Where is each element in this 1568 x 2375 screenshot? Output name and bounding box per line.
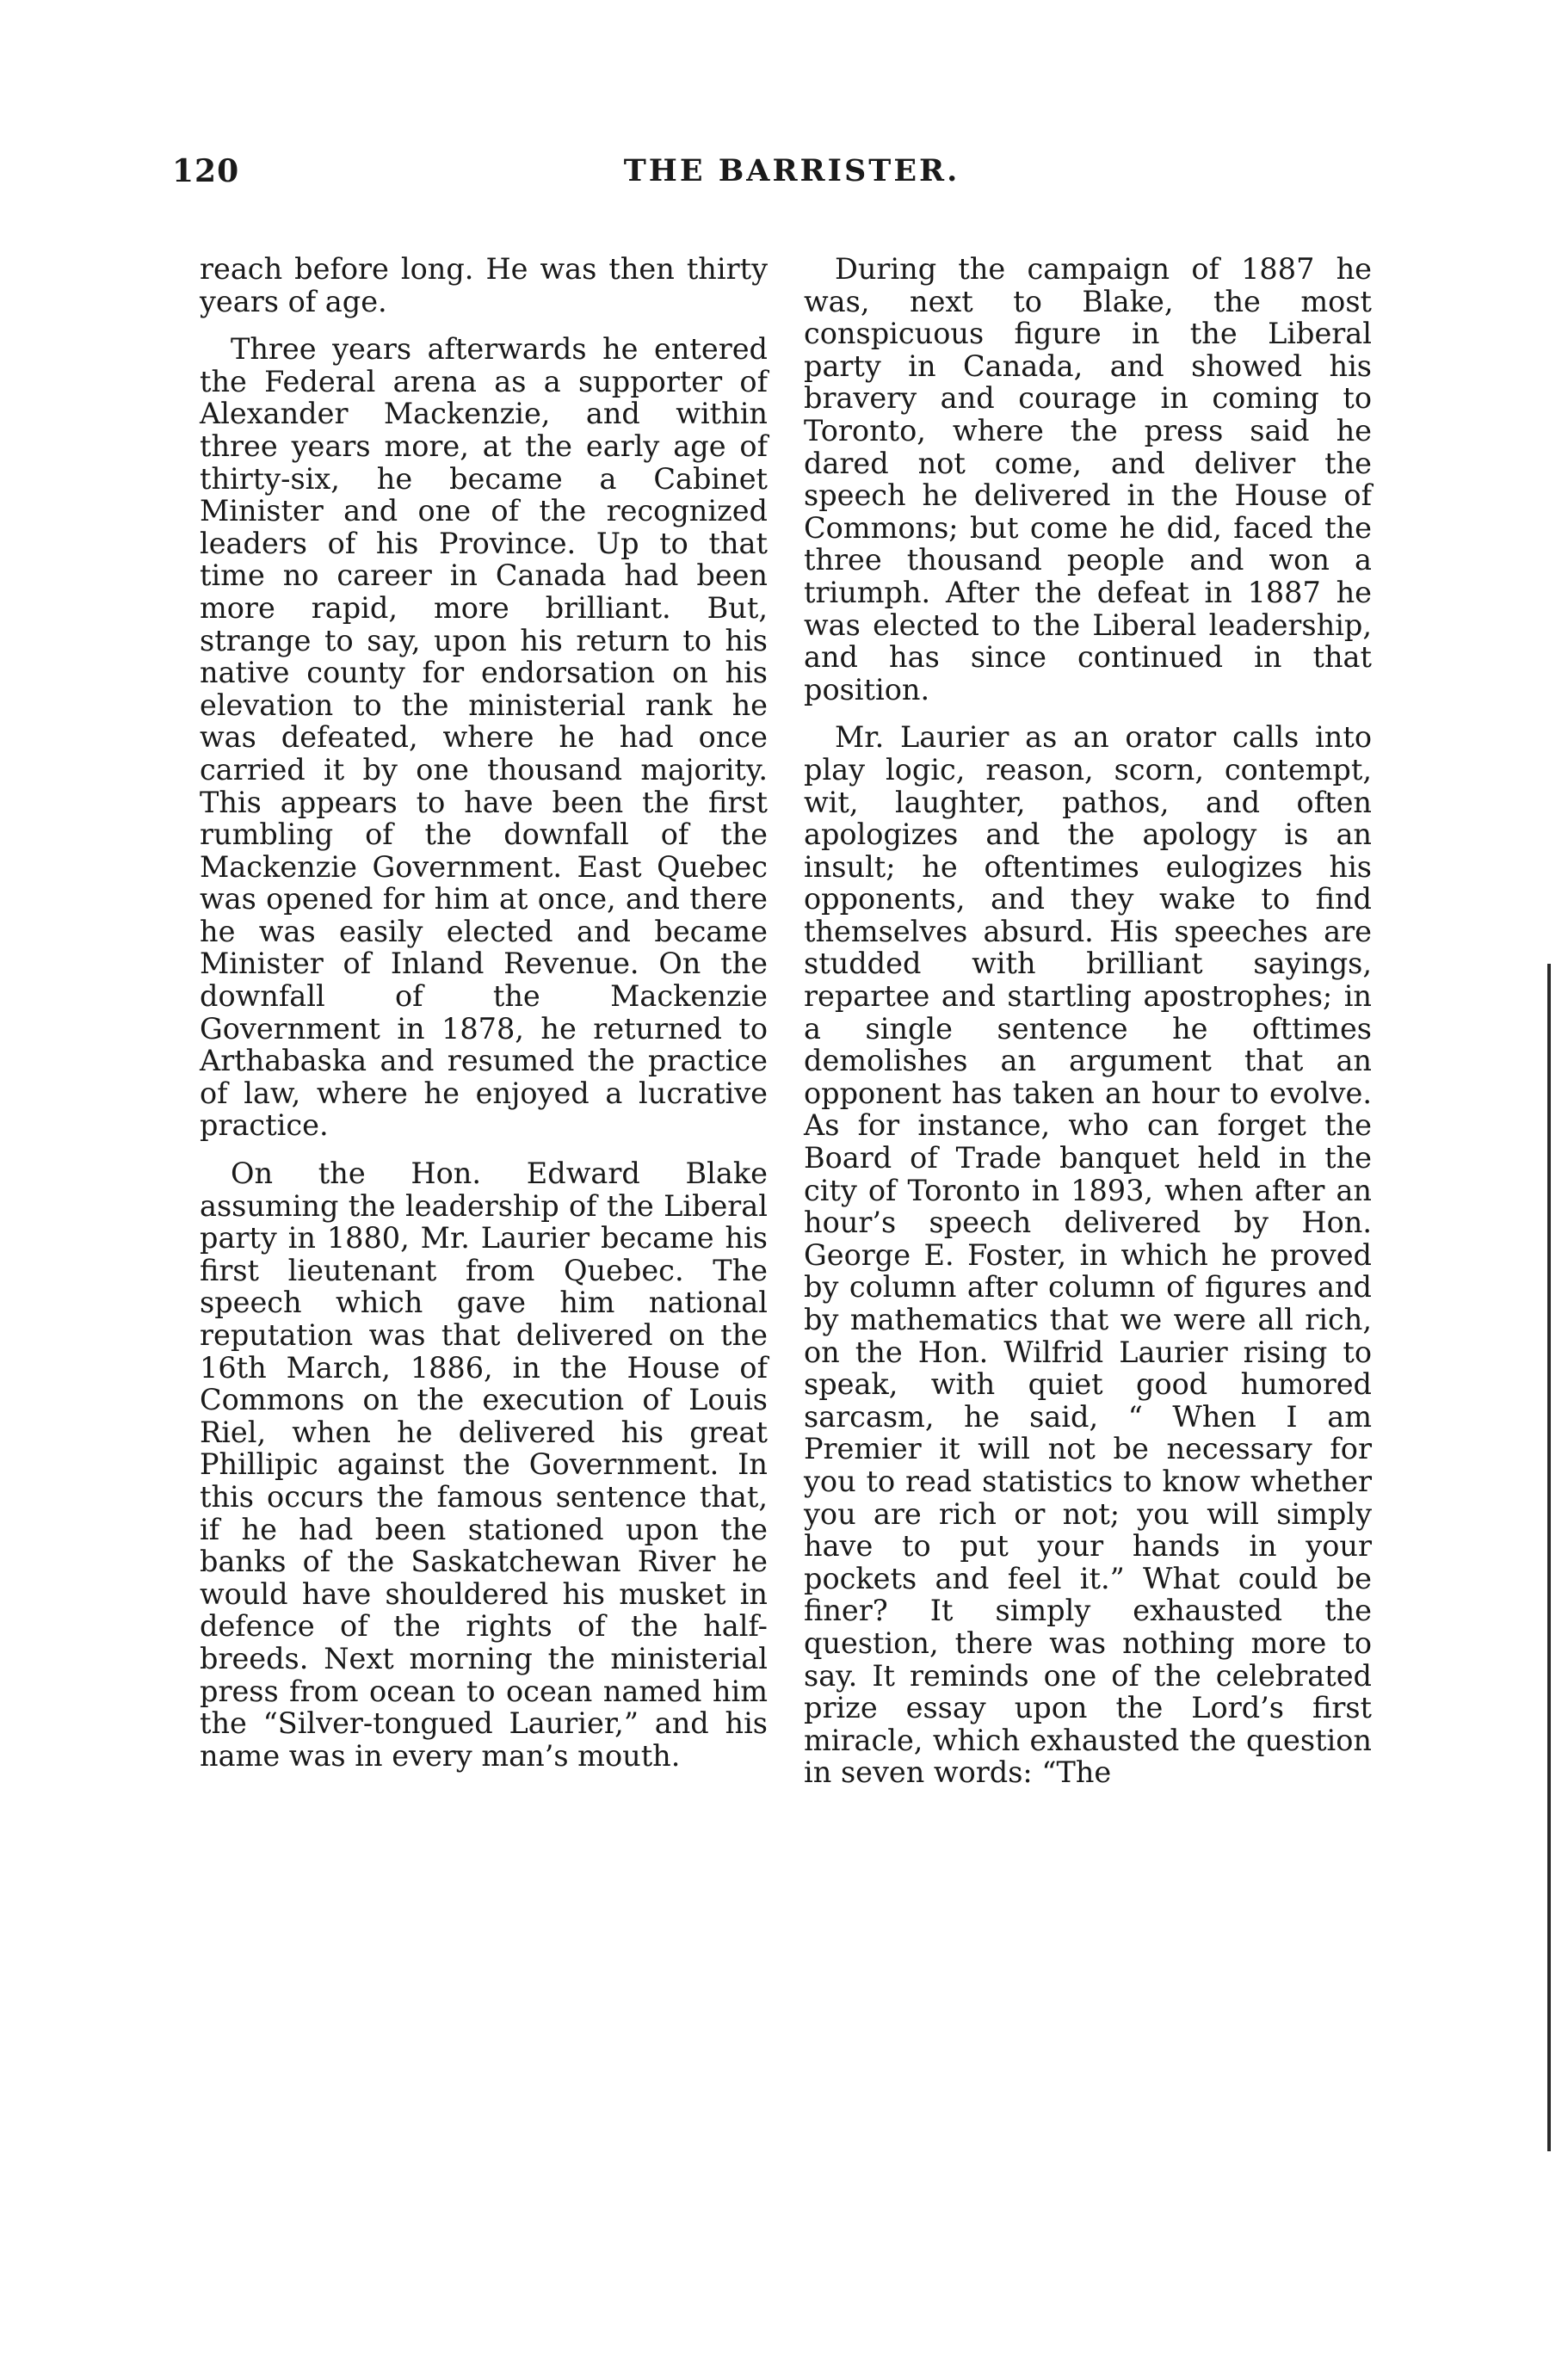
right-column — [804, 253, 1372, 1789]
page-header — [172, 153, 1411, 205]
running-head: THE BARRISTER. — [623, 153, 960, 188]
page-number: 120 — [172, 153, 240, 189]
left-column — [200, 253, 768, 1772]
paragraph-left-1: reach before long. He was then thirty years of age. — [200, 252, 768, 318]
paragraph-left-3: On the Hon. Edward Blake assuming the leadership of the Liberal party in 1880, Mr. Laurier became his first lieutenant from Quebec. The speech which gave him national reputation was that delivered on the 16th March, 1886, in the House of Commons on the execution of Louis Riel, when he delivered his great Phillipic against the Government. In this occurs the famous sentence that, if he had been stationed upon the banks of the Saskatchewan River he would have shouldered his musket in defence of the rights of the half-breeds. Next morning the ministerial press from ocean to ocean named him the “Silver-tongued Laurier,” and his name was in every man’s mouth. — [200, 1157, 768, 1773]
paragraph-left-2: Three years afterwards he entered the Federal arena as a supporter of Alexander Mackenzie, and within three years more, at the early age of thirty-six, he became a Cabinet Minister and one of the recognized leaders of his Province. Up to that time no career in Canada had been more rapid, more brilliant. But, strange to say, upon his return to his native county for endorsation on his elevation to the ministerial rank he was defeated, where he had once carried it by one thousand majority. This appears to have been the first rumbling of the downfall of the Mackenzie Government. East Quebec was opened for him at once, and there he was easily elected and became Minister of Inland Revenue. On the downfall of the Mackenzie Government in 1878, he returned to Arthabaska and resumed the practice of law, where he enjoyed a lucrative practice. — [200, 332, 768, 1143]
margin-scan-edge — [1547, 964, 1551, 2151]
paragraph-right-2: Mr. Laurier as an orator calls into play logic, reason, scorn, contempt, wit, laughter, pathos, and often apologizes and the apology is an insult; he oftentimes eulogizes his opponents, and they wake to find themselves absurd. His speeches are studded with brilliant sayings, repartee and startling apostrophes; in a single sentence he ofttimes demolishes an argument that an opponent has taken an hour to evolve. As for instance, who can forget the Board of Trade banquet held in the city of Toronto in 1893, when after an hour’s speech delivered by Hon. George E. Foster, in which he proved by column after column of figures and by mathematics that we were all rich, on the Hon. Wilfrid Laurier rising to speak, with quiet good humored sarcasm, he said, “ When I am Premier it will not be necessary for you to read statistics to know whether you are rich or not; you will simply have to put your hands in your pockets and feel it.” What could be finer? It simply exhausted the question, there was nothing more to say. It reminds one of the celebrated prize essay upon the Lord’s first miracle, which exhausted the question in seven words: “The — [804, 720, 1372, 1790]
paragraph-right-1: During the campaign of 1887 he was, next to Blake, the most conspicuous figure in the Liberal party in Canada, and showed his bravery and courage in coming to Toronto, where the press said he dared not come, and deliver the speech he delivered in the House of Commons; but come he did, faced the three thousand people and won a triumph. After the defeat in 1887 he was elected to the Liberal leadership, and has since continued in that position. — [804, 252, 1372, 706]
